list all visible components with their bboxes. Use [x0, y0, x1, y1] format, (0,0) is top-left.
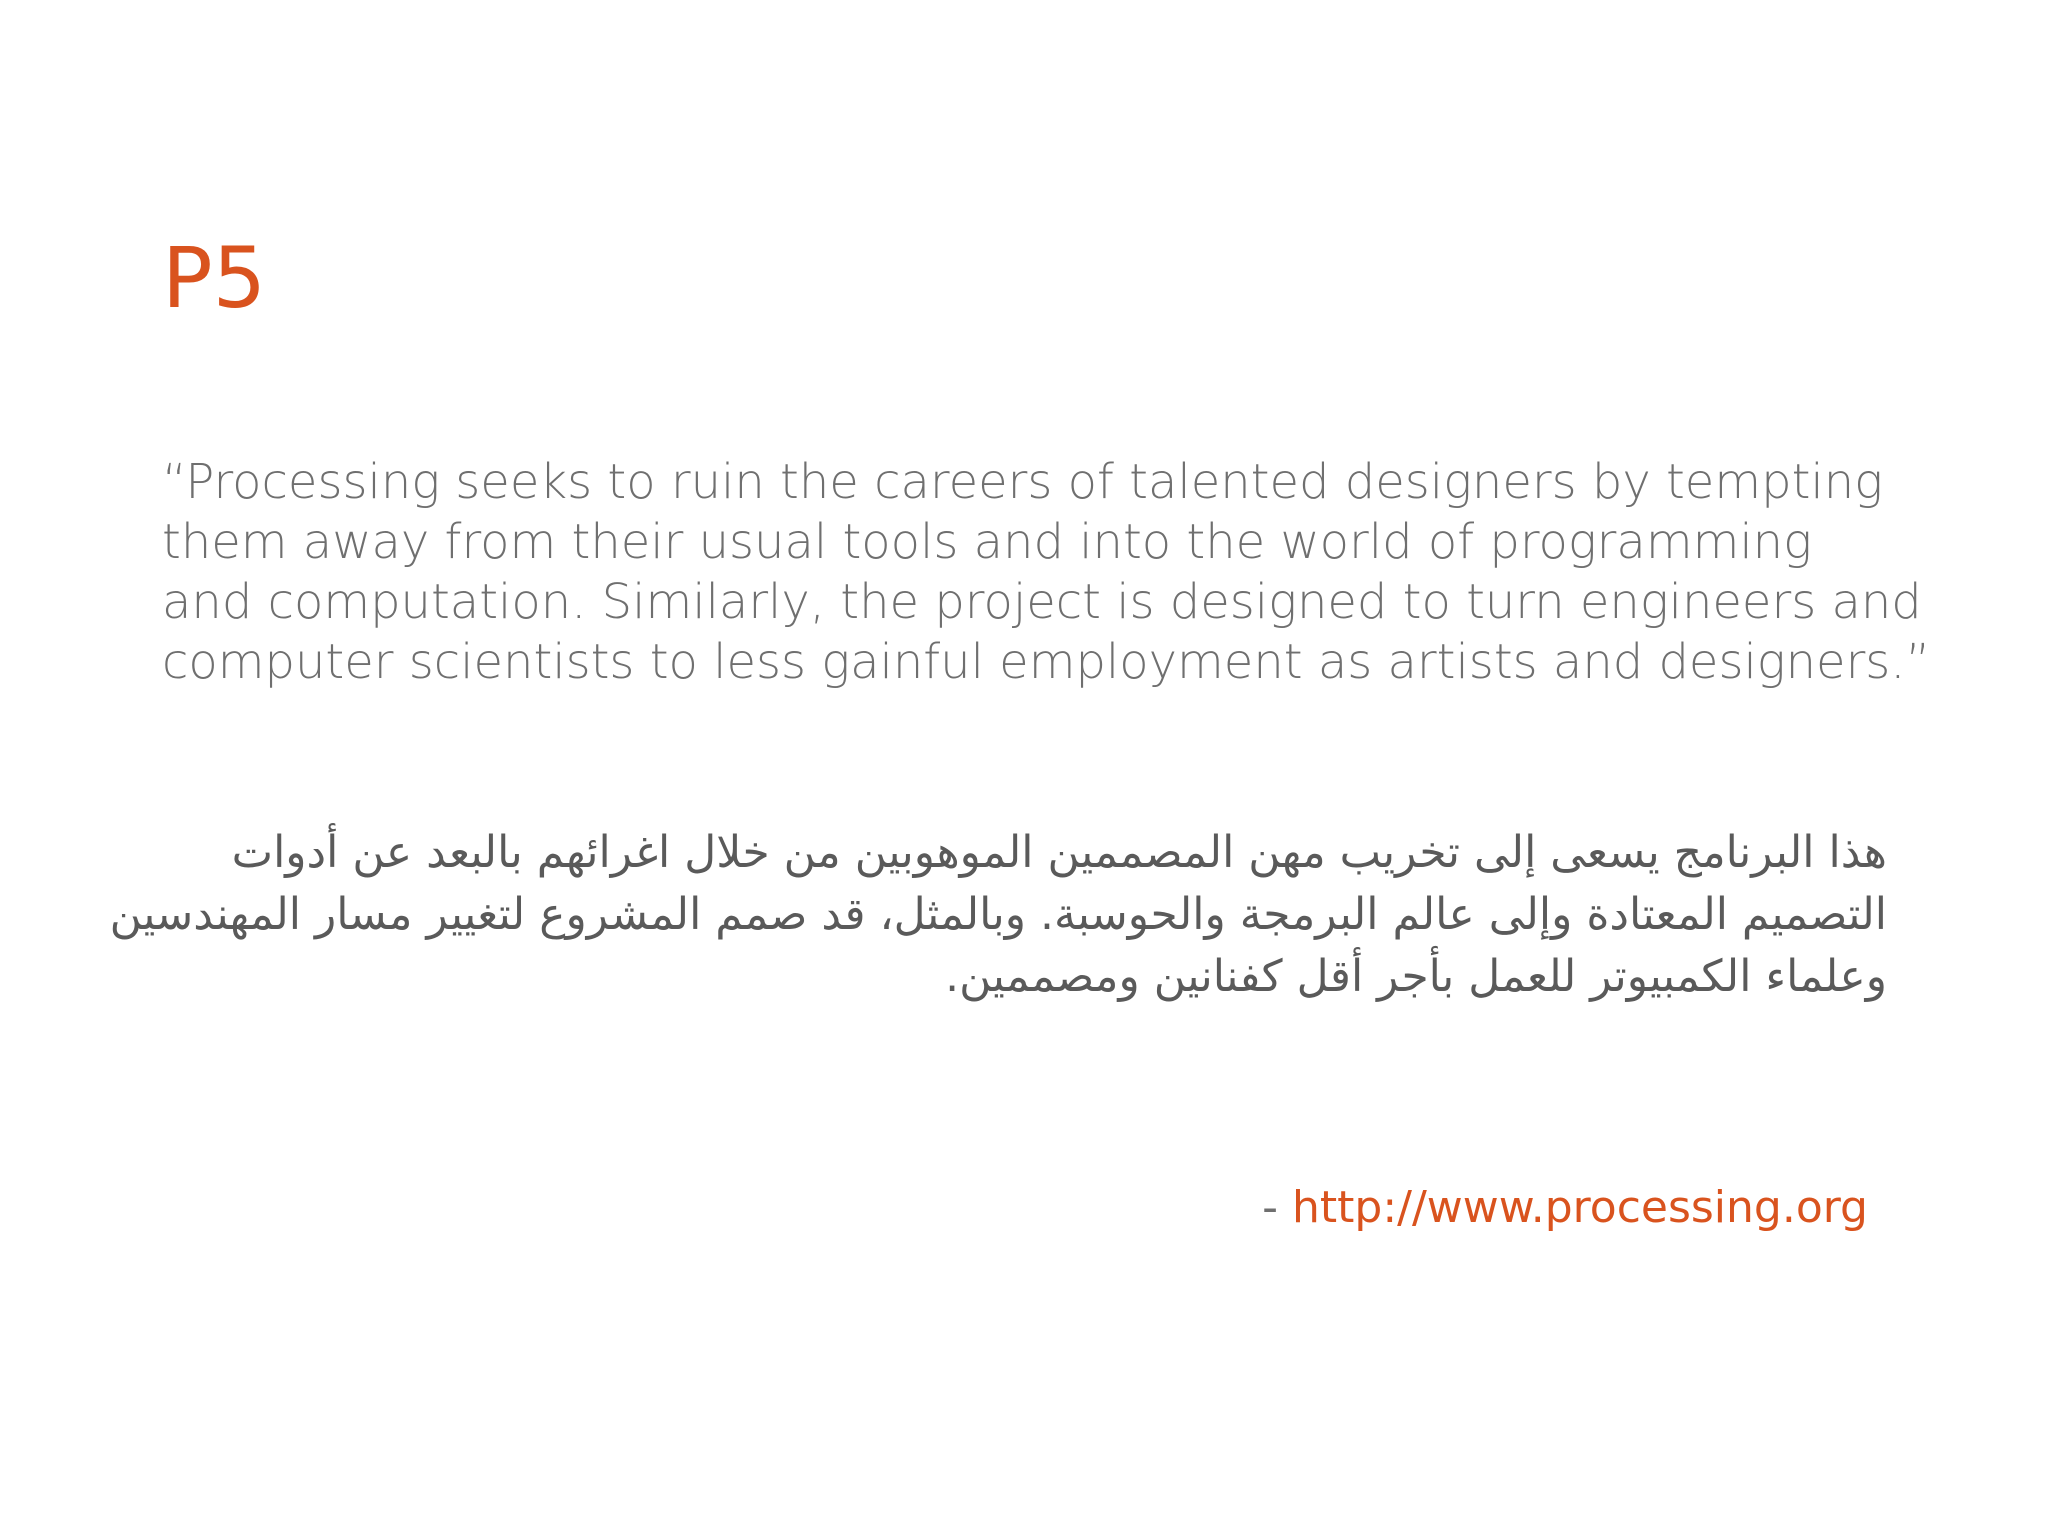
arabic-quote-line: التصميم المعتادة وإلى عالم البرمجة والحوسبة. وبالمثل، قد صمم المشروع لتغيير مسار المهندسين [109, 889, 1887, 940]
english-quote-line: and computation. Similarly, the project is designed to turn engineers and [162, 574, 1922, 630]
slide-title: P5 [162, 229, 267, 327]
attribution-dash: - [1262, 1182, 1293, 1233]
english-quote-line: computer scientists to less gainful employment as artists and designers.” [162, 634, 1931, 690]
english-quote-line: them away from their usual tools and into the world of programming [162, 514, 1812, 570]
attribution [1262, 1180, 1868, 1236]
arabic-quote [109, 822, 1887, 1008]
arabic-quote-line: وعلماء الكمبيوتر للعمل بأجر أقل كفنانين ومصممين. [945, 951, 1887, 1002]
processing-link[interactable]: http://www.processing.org [1292, 1182, 1868, 1233]
english-quote-line: “Processing seeks to ruin the careers of talented designers by tempting [162, 454, 1883, 510]
arabic-quote-line: هذا البرنامج يسعى إلى تخريب مهن المصممين الموهوبين من خلال اغرائهم بالبعد عن أدوات [231, 827, 1887, 878]
english-quote [162, 452, 1931, 692]
